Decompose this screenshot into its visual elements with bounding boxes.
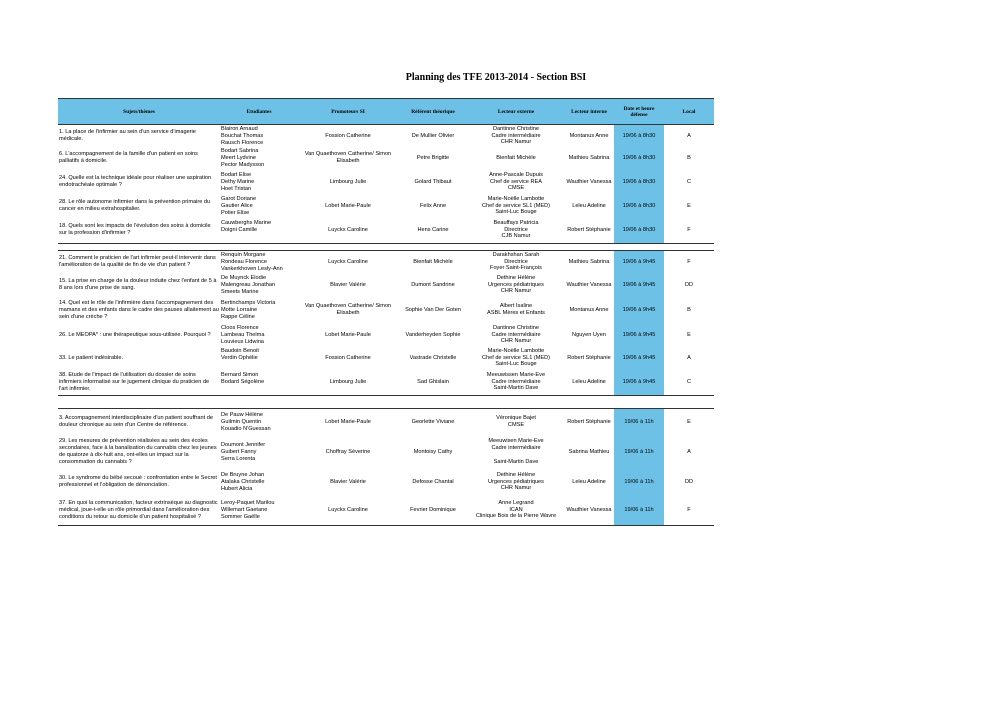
lecteur-interne-cell: Wauthier Vanessa: [566, 178, 612, 185]
student-line: Rondeau Florence: [221, 258, 268, 265]
lecteur-externe-line: CMSE: [507, 422, 525, 428]
lecteur-externe-line: Cadre intermédiaire: [491, 445, 541, 452]
lecteur-externe-line: Marie-Noëlle Lambotte: [487, 195, 545, 202]
local-cell: A: [687, 132, 691, 139]
student-line: De Pauw Hélène: [221, 411, 263, 418]
table-row: [58, 147, 714, 169]
lecteur-externe-line: Saint-Martin Dave: [493, 385, 539, 392]
student-line: Garot Doriane: [221, 195, 257, 202]
header-lecteur-externe: Lecteur externe: [468, 99, 564, 125]
students-cell: [220, 273, 298, 297]
student-line: Rausch Florence: [221, 139, 264, 146]
students-cell: [220, 323, 298, 347]
promoteur-cell: Luyckx Caroline: [328, 226, 368, 233]
referent-cell: Montoisy Cathy: [413, 448, 453, 455]
lecteur-externe-cell: [468, 297, 564, 323]
lecteur-externe-cell: [468, 369, 564, 396]
student-line: Kouadio N'Guessan: [221, 425, 271, 432]
lecteur-externe-cell: [468, 323, 564, 347]
lecteur-externe-cell: [468, 435, 564, 469]
student-line: Rappe Céline: [221, 313, 255, 320]
lecteur-externe-cell: [468, 273, 564, 297]
date-cell: 19/06 à 9h45: [614, 347, 664, 369]
table-row: [58, 195, 714, 217]
promoteur-cell: Van Quaethoven Catherine/ Simon Elisabeth: [304, 151, 392, 164]
header-etudiantes: Etudiantes: [220, 99, 298, 125]
students-cell: [220, 125, 298, 148]
lecteur-externe-line: Albert Isaline: [499, 303, 533, 310]
lecteur-externe-line: CHR Namur: [500, 139, 532, 146]
lecteur-externe-line: CMSE: [507, 185, 525, 192]
lecteur-externe-cell: [468, 347, 564, 369]
student-line: De Bruyne Johan: [221, 471, 265, 478]
promoteur-cell: Fossion Catherine: [325, 354, 371, 361]
student-line: Bouchat Thomas: [221, 132, 264, 139]
student-line: Guibert Fanny: [221, 448, 257, 455]
lecteur-interne-cell: Robert Stéphanie: [567, 354, 611, 361]
promoteur-cell: Lobet Marie-Paule: [325, 202, 371, 209]
date-cell: 19/06 à 9h45: [614, 323, 664, 347]
lecteur-interne-cell: Leleu Adeline: [572, 202, 606, 209]
referent-cell: Petre Brigitte: [416, 154, 450, 161]
lecteur-externe-line: Foyer Saint-François: [490, 265, 542, 272]
local-cell: F: [687, 506, 691, 513]
referent-cell: Defosse Chantal: [412, 478, 454, 485]
subject-cell: 3. Accompagnement interdisciplinaire d'un patient souffrant de douleur chronique au sein d'un Centre de référence.: [59, 415, 213, 428]
lecteur-externe-cell: [468, 125, 564, 148]
header-lecteur-interne: Lecteur interne: [564, 99, 614, 125]
subject-cell: 1. La place de l'infirmier au sein d'un service d'imagerie médicale.: [59, 129, 196, 142]
referent-cell: Fevrier Dominique: [410, 506, 456, 513]
students-cell: [220, 251, 298, 274]
lecteur-externe-line: Directrice: [504, 258, 528, 265]
referent-cell: Bienfait Michèle: [413, 258, 453, 265]
subject-cell: 6. L'accompagnement de la famille d'un patient en soins palliatifs à domicile.: [59, 151, 198, 164]
lecteur-externe-line: Urgences pédiatriques: [488, 281, 544, 288]
lecteur-interne-cell: Leleu Adeline: [572, 478, 606, 485]
lecteur-externe-cell: [468, 495, 564, 526]
subject-cell: 26. Le MEOPA* : une thérapeutique sous-utilisée. Pourquoi ?: [59, 331, 211, 338]
student-line: Blairon Arnaud: [221, 125, 258, 132]
subject-cell: 28. Le rôle autonome infirmier dans la prévention primaire du cancer en milieu extrahospitalier.: [59, 199, 211, 212]
student-line: Leroy-Paquet Marilou: [221, 499, 275, 506]
table-row: [58, 347, 714, 369]
table-row: [58, 169, 714, 195]
lecteur-interne-cell: Leleu Adeline: [572, 378, 606, 385]
lecteur-externe-line: ASBL Mères et Enfants: [487, 310, 545, 316]
student-line: Hoet Tristan: [221, 185, 252, 192]
student-line: Bertinchamps Victoria: [221, 299, 276, 306]
lecteur-externe-line: Saint-Luc Bouge: [495, 361, 537, 368]
referent-cell: Golard Thibaut: [414, 178, 452, 185]
referent-cell: Dumont Sandrine: [411, 281, 455, 288]
lecteur-externe-line: ICAN: [509, 506, 523, 513]
local-cell: C: [686, 178, 692, 185]
local-cell: E: [687, 331, 691, 338]
students-cell: [220, 297, 298, 323]
student-line: [221, 386, 297, 393]
table-row: [58, 495, 714, 526]
date-cell: 19/06 à 8h30: [614, 217, 664, 244]
lecteur-interne-cell: Nguyen Uyen: [572, 331, 606, 338]
student-line: Motte Lorraine: [221, 306, 258, 313]
lecteur-externe-line: Dantinne Christine: [492, 324, 540, 331]
student-line: Gautier Alice: [221, 202, 253, 209]
student-line: Hubert Alicia: [221, 485, 253, 492]
lecteur-externe-line: Urgences pédiatriques: [488, 478, 544, 485]
date-cell: 19/06 à 11h: [614, 435, 664, 469]
lecteur-interne-cell: Sabrina Mathieu: [568, 448, 610, 455]
student-line: Sommer Gaëlle: [221, 513, 260, 520]
lecteur-externe-cell: [468, 169, 564, 195]
date-cell: 19/06 à 9h45: [614, 251, 664, 274]
lecteur-externe-line: CHR Namur: [500, 485, 532, 492]
student-line: Potier Elise: [221, 209, 250, 216]
student-line: Verdin Ophélie: [221, 354, 258, 361]
promoteur-cell: Lobet Marie-Paule: [325, 331, 371, 338]
student-line: Malengreau Jonathan: [221, 281, 276, 288]
subject-cell: 33. Le patient indésirable.: [59, 354, 124, 361]
local-cell: C: [686, 378, 692, 385]
lecteur-interne-cell: Wauthier Vanessa: [566, 506, 612, 513]
date-cell: 19/06 à 8h30: [614, 195, 664, 217]
student-line: Atalaka Christelle: [221, 478, 265, 485]
table-row: [58, 369, 714, 396]
lecteur-externe-line: CHR Namur: [500, 338, 532, 345]
promoteur-cell: Luyckx Caroline: [328, 258, 368, 265]
lecteur-externe-line: Dethine Hélène: [496, 471, 536, 478]
referent-cell: Vastrade Christelle: [409, 354, 457, 361]
referent-cell: Vanderheyden Sophie: [405, 331, 461, 338]
lecteur-externe-line: Anne Legrand: [498, 499, 534, 506]
student-line: Doigni Camille: [221, 226, 258, 233]
promoteur-cell: Choffray Séverine: [325, 448, 371, 455]
student-line: Serra Lorenta: [221, 455, 256, 462]
referent-cell: Georlette Viviane: [411, 418, 455, 425]
date-cell: 19/06 à 9h45: [614, 369, 664, 396]
local-cell: F: [687, 258, 691, 265]
students-cell: [220, 369, 298, 396]
lecteur-interne-cell: Montanus Anne: [569, 132, 609, 139]
page-title: Planning des TFE 2013-2014 - Section BSI: [405, 72, 587, 83]
lecteur-externe-line: Chef de service SL1 (MED): [481, 202, 551, 209]
subject-cell: 14. Quel est le rôle de l'infirmière dans l'accompagnement des mamans et des enfants dans le cadre des pauses allaitement au sein d'une crèche ?: [59, 299, 219, 320]
lecteur-externe-line: Darakhshan Sarah: [492, 251, 540, 258]
referent-cell: Sophie Van Der Goten: [405, 306, 461, 313]
lecteur-interne-cell: Mathieu Sabrina: [568, 258, 610, 265]
local-cell: B: [687, 154, 691, 161]
subject-cell: 15. La prise en charge de la douleur induite chez l'enfant de 5 à 8 ans lors d'une prise de sang.: [59, 278, 217, 291]
students-cell: [220, 409, 298, 436]
table-row: [58, 297, 714, 323]
table-row: [58, 409, 714, 436]
students-cell: [220, 217, 298, 244]
lecteur-externe-line: Chef de service SL1 (MED): [481, 354, 551, 361]
lecteur-interne-cell: Montanus Anne: [569, 306, 609, 313]
local-cell: E: [687, 418, 691, 425]
date-cell: 19/06 à 8h30: [614, 169, 664, 195]
lecteur-interne-cell: Wauthier Vanessa: [566, 281, 612, 288]
lecteur-externe-line: Véronique Bajet: [496, 415, 536, 422]
student-line: Pector Madysson: [221, 161, 265, 168]
lecteur-externe-line: Saint-Martin Dave: [493, 458, 539, 465]
lecteur-interne-cell: Robert Stéphanie: [567, 418, 611, 425]
header-sujets: Sujets/thèmes: [58, 99, 220, 125]
lecteur-externe-line: [469, 452, 563, 459]
student-line: Baudoin Benoit: [221, 347, 259, 354]
student-line: Cauwberghs Marine: [221, 219, 272, 226]
schedule-block: [58, 408, 714, 526]
promoteur-cell: Lobet Marie-Paule: [325, 418, 371, 425]
subject-cell: 29. Les mesures de prévention réalisées au sein des écoles secondaires, face à la banalisation du cannabis chez les jeunes de quatorze à dix-huit ans, ont-elles un impact sur la consommation du cannabis ?: [59, 438, 217, 465]
promoteur-cell: Limbourg Julie: [329, 178, 367, 185]
local-cell: F: [687, 226, 691, 233]
schedule-block: [58, 250, 714, 396]
lecteur-externe-line: Clinique Bois de la Pierre Wavre: [475, 513, 557, 520]
date-cell: 19/06 à 11h: [614, 495, 664, 526]
header-date: Date et heure défense: [614, 99, 664, 125]
lecteur-externe-line: Chef de service REA: [490, 178, 542, 185]
date-cell: 19/06 à 11h: [614, 469, 664, 495]
lecteur-externe-cell: [468, 147, 564, 169]
local-cell: E: [687, 202, 691, 209]
lecteur-externe-line: Dantinne Christine: [492, 125, 540, 132]
lecteur-externe-line: Meeuwisen Marie-Eve: [488, 438, 544, 445]
subject-cell: 24. Quelle est la technique idéale pour réaliser une aspiration endotrachéale optimale ?: [59, 175, 212, 188]
header-referent: Référent théorique: [398, 99, 468, 125]
local-cell: DD: [684, 281, 694, 288]
date-cell: 19/06 à 11h: [614, 409, 664, 436]
promoteur-cell: Luyckx Caroline: [328, 506, 368, 513]
lecteur-externe-line: Marie-Noëlle Lambotte: [487, 347, 545, 354]
subject-cell: 18. Quels sont les impacts de l'évolution des soins à domicile sur la profession d'infirmier ?: [59, 223, 211, 236]
students-cell: [220, 469, 298, 495]
lecteur-externe-line: Directrice: [504, 226, 528, 233]
student-line: Meert Lydvine: [221, 154, 256, 161]
lecteur-externe-line: CJB Namur: [501, 233, 531, 240]
lecteur-interne-cell: Mathieu Sabrina: [568, 154, 610, 161]
student-line: Guilmin Quentin: [221, 418, 262, 425]
lecteur-externe-line: Bienfait Michèle: [496, 154, 536, 161]
table-row: [58, 217, 714, 244]
table-row: [58, 469, 714, 495]
lecteur-externe-line: Cadre intermédiaire: [491, 331, 541, 338]
student-line: Bodart Elise: [221, 171, 252, 178]
student-line: Dethy Marine: [221, 178, 255, 185]
student-line: Vankerkhoven Lesly-Ann: [221, 265, 283, 272]
student-line: Bernard Simon: [221, 371, 259, 378]
lecteur-externe-line: Anne-Pascale Dupuis: [489, 171, 543, 178]
students-cell: [220, 195, 298, 217]
date-cell: 19/06 à 9h45: [614, 273, 664, 297]
promoteur-cell: Blavier Valérie: [330, 478, 366, 485]
student-line: Bodard Ségolène: [221, 378, 265, 385]
subject-cell: 38. Etude de l'impact de l'utilisation du dossier de soins infirmiers informatisé sur le jugement clinique du praticien de l'art infirmier.: [59, 371, 210, 392]
table-row: [58, 323, 714, 347]
students-cell: [220, 495, 298, 526]
student-line: Lambeau Thelma: [221, 331, 265, 338]
student-line: Cloos Florence: [221, 324, 259, 331]
student-line: Smeets Marine: [221, 288, 259, 295]
lecteur-externe-line: Meeuwissen Marie-Eve: [486, 371, 546, 378]
students-cell: [220, 435, 298, 469]
students-cell: [220, 169, 298, 195]
student-line: Bodart Sabrina: [221, 147, 259, 154]
lecteur-externe-cell: [468, 409, 564, 436]
referent-cell: De Mullier Olivier: [411, 132, 455, 139]
local-cell: A: [687, 448, 691, 455]
table-row: [58, 435, 714, 469]
header-promoteurs: Promoteurs SI: [298, 99, 398, 125]
student-line: [221, 234, 297, 241]
lecteur-externe-line: Saint-Luc Bouge: [495, 209, 537, 216]
lecteur-externe-cell: [468, 195, 564, 217]
subject-cell: 21. Comment le praticien de l'art infirmier peut-il intervenir dans l'amélioration de la qualité de fin de vie d'un patient ?: [59, 255, 216, 268]
referent-cell: Felix Anne: [419, 202, 447, 209]
referent-cell: Sad Ghislain: [417, 378, 449, 385]
lecteur-externe-cell: [468, 251, 564, 274]
lecteur-externe-line: Cadre intermédiaire: [491, 378, 541, 385]
promoteur-cell: Limbourg Julie: [329, 378, 367, 385]
date-cell: 19/06 à 8h30: [614, 147, 664, 169]
table-row: [58, 251, 714, 274]
local-cell: DD: [684, 478, 694, 485]
promoteur-cell: Blavier Valérie: [330, 281, 366, 288]
student-line: De Muynck Elodie: [221, 274, 267, 281]
table-row: [58, 273, 714, 297]
lecteur-externe-line: Dethine Hélène: [496, 274, 536, 281]
student-line: Doumont Jennifer: [221, 441, 266, 448]
date-cell: 19/06 à 8h30: [614, 125, 664, 148]
student-line: Willemart Gaetane: [221, 506, 268, 513]
local-cell: B: [687, 306, 691, 313]
student-line: Louvieux Lidwina: [221, 338, 264, 345]
referent-cell: Hens Carine: [417, 226, 449, 233]
date-cell: 19/06 à 9h45: [614, 297, 664, 323]
students-cell: [220, 147, 298, 169]
lecteur-externe-line: Beauffays Patricia: [493, 219, 539, 226]
subject-cell: 37. En quoi la communication, facteur extrinsèque au diagnostic médical, joue-t-elle un rôle primordial dans l'amélioration des conditions du retour au domicile d'un patient hospitalisé ?: [59, 499, 218, 520]
student-line: Renquin Morgane: [221, 251, 266, 258]
lecteur-interne-cell: Robert Stéphanie: [567, 226, 611, 233]
lecteur-externe-cell: [468, 469, 564, 495]
promoteur-cell: Van Quaethoven Catherine/ Simon Elisabeth: [304, 303, 392, 316]
promoteur-cell: Fossion Catherine: [325, 132, 371, 139]
header-local: Local: [664, 99, 714, 125]
schedule-header: [58, 98, 714, 125]
lecteur-externe-cell: [468, 217, 564, 244]
student-line: [221, 362, 297, 369]
local-cell: A: [687, 354, 691, 361]
lecteur-externe-line: Cadre intermédiaire: [491, 132, 541, 139]
schedule-block: [58, 124, 714, 244]
subject-cell: 30. Le syndrome du bébé secoué : confrontation entre le Secret professionnel et l'obligation de dénonciation.: [59, 475, 217, 488]
students-cell: [220, 347, 298, 369]
lecteur-externe-line: CHR Namur: [500, 288, 532, 295]
table-row: [58, 125, 714, 148]
